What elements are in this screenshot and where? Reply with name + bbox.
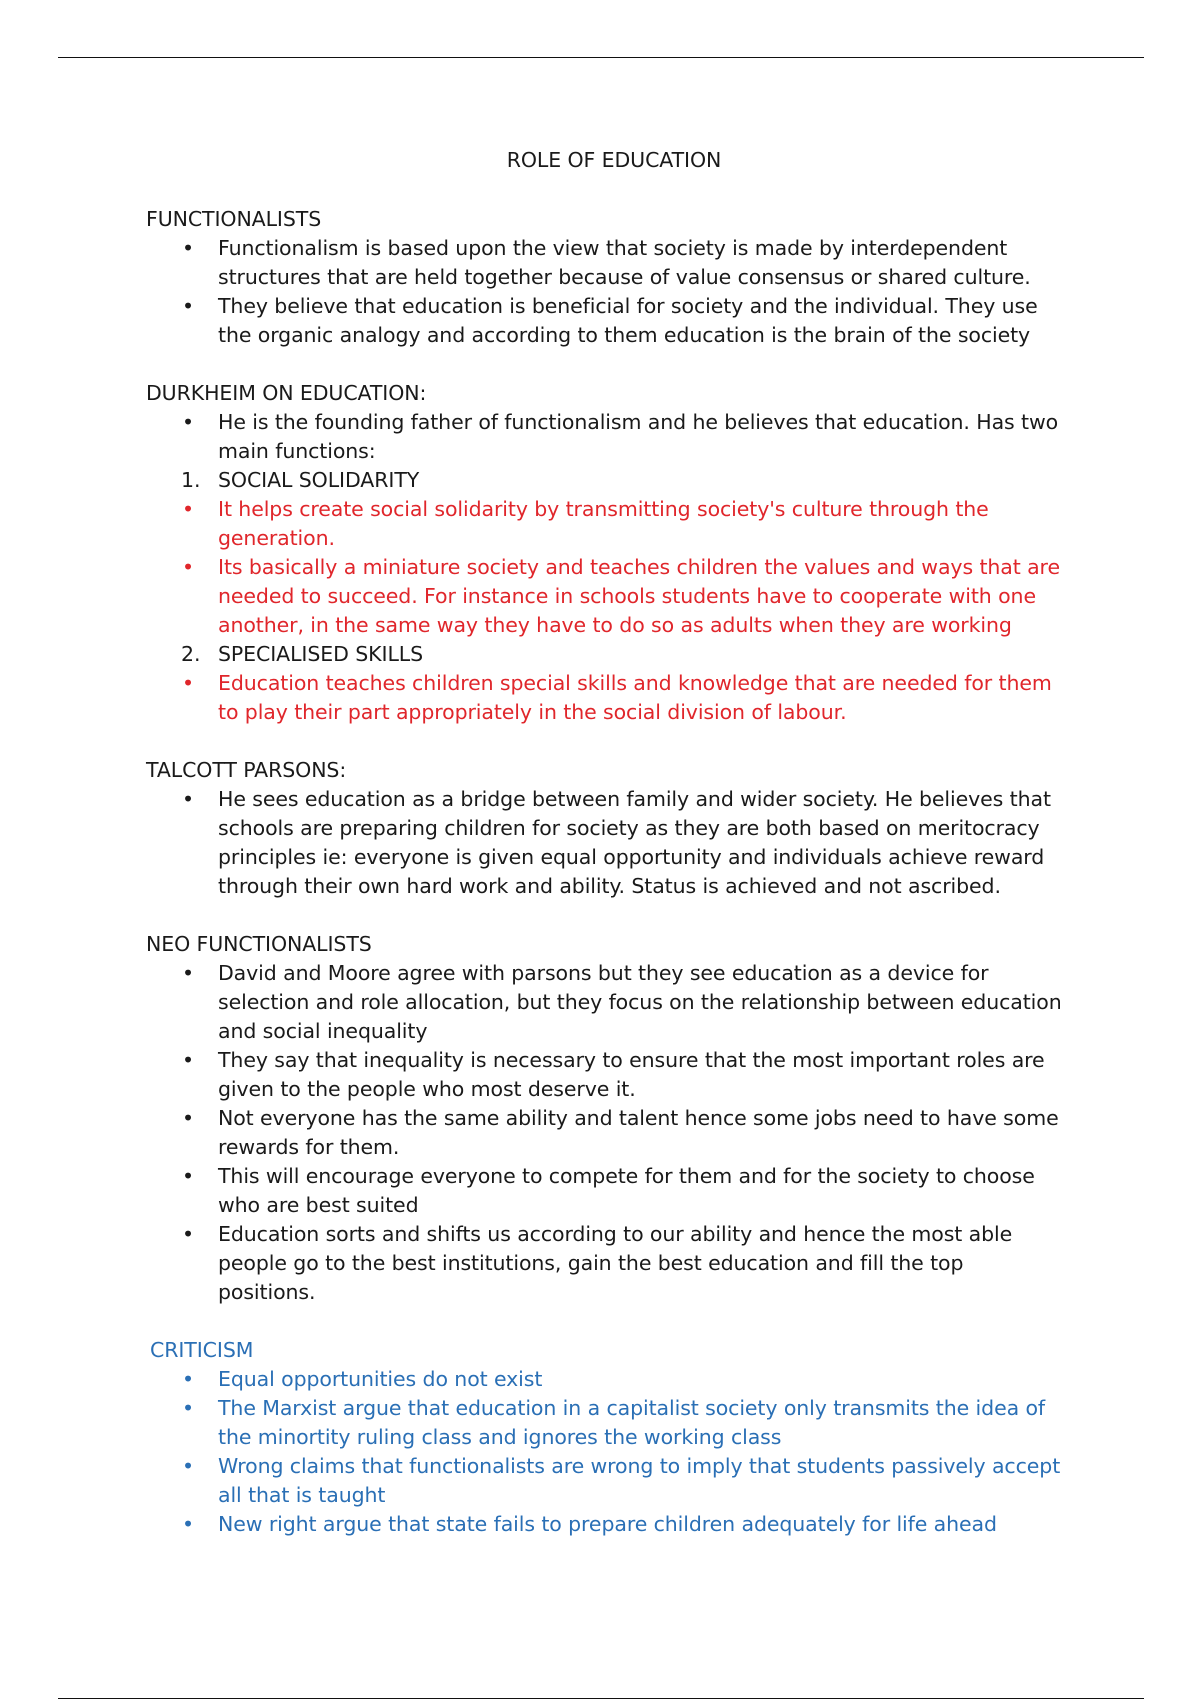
bullet-icon: • xyxy=(182,1367,194,1391)
section-criticism xyxy=(146,1336,1066,1539)
bullet-icon: • xyxy=(182,1222,194,1246)
section-heading: TALCOTT PARSONS: xyxy=(146,758,347,782)
bullet-icon: • xyxy=(182,294,194,318)
bullet-icon: • xyxy=(182,1396,194,1420)
list-item: • This will encourage everyone to compete for them and for the society to choose who are best suited xyxy=(182,1164,1035,1217)
bullet-list xyxy=(146,959,1066,1307)
number-marker: 1. xyxy=(181,468,201,492)
bullet-icon: • xyxy=(182,1106,194,1130)
list-item: • Education sorts and shifts us according to our ability and hence the most able people go to the best institutions, gain the best education and fill the top positions. xyxy=(182,1222,1013,1304)
bullet-icon: • xyxy=(182,1512,194,1536)
section-neo-functionalists xyxy=(146,930,1066,1307)
bullet-icon: • xyxy=(182,1048,194,1072)
bullet-icon: • xyxy=(182,961,194,985)
bullet-icon: • xyxy=(182,671,194,695)
bottom-rule xyxy=(58,1698,1144,1699)
bullet-icon: • xyxy=(182,787,194,811)
bullet-list xyxy=(146,234,1066,350)
list-item: • Its basically a miniature society and teaches children the values and ways that are needed to succeed. For instance in schools students have to cooperate with one another, in the same way they have to do so as adults when they are working xyxy=(182,555,1060,637)
list-item: • Not everyone has the same ability and talent hence some jobs need to have some rewards for them. xyxy=(182,1106,1059,1159)
bullet-icon: • xyxy=(182,410,194,434)
section-heading: NEO FUNCTIONALISTS xyxy=(146,932,372,956)
section-durkheim xyxy=(146,379,1066,727)
number-marker: 2. xyxy=(181,642,201,666)
list-item: • It helps create social solidarity by transmitting society's culture through the generation. xyxy=(182,497,989,550)
list-item: • Functionalism is based upon the view that society is made by interdependent structures that are held together because of value consensus or shared culture. xyxy=(182,236,1031,289)
list-item: • Education teaches children special skills and knowledge that are needed for them to play their part appropriately in the social division of labour. xyxy=(182,671,1052,724)
numbered-item: 2. SPECIALISED SKILLS xyxy=(146,640,1066,669)
list-item: • They believe that education is beneficial for society and the individual. They use the organic analogy and according to them education is the brain of the society xyxy=(182,294,1038,347)
list-item: • They say that inequality is necessary to ensure that the most important roles are given to the people who most deserve it. xyxy=(182,1048,1045,1101)
bullet-list xyxy=(146,408,1066,727)
top-rule xyxy=(58,57,1144,58)
bullet-list xyxy=(146,1365,1066,1539)
bullet-icon: • xyxy=(182,497,194,521)
section-parsons xyxy=(146,756,1066,901)
bullet-icon: • xyxy=(182,1164,194,1188)
list-item: • Wrong claims that functionalists are wrong to imply that students passively accept all that is taught xyxy=(182,1454,1061,1507)
numbered-item: 1. SOCIAL SOLIDARITY xyxy=(146,466,1066,495)
section-functionalists xyxy=(146,205,1066,350)
list-item: • David and Moore agree with parsons but they see education as a device for selection and role allocation, but they focus on the relationship between education and social inequality xyxy=(182,961,1062,1043)
section-heading: DURKHEIM ON EDUCATION: xyxy=(146,381,427,405)
section-heading: CRITICISM xyxy=(150,1338,254,1362)
bullet-icon: • xyxy=(182,555,194,579)
list-item: • Equal opportunities do not exist xyxy=(146,1365,1066,1394)
page-title: ROLE OF EDUCATION xyxy=(506,148,722,172)
list-item: • He sees education as a bridge between family and wider society. He believes that schools are preparing children for society as they are both based on meritocracy principles ie: everyone is given equal opportunity and individuals achieve reward through their own hard work and ability. Status is achieved and not ascribed. xyxy=(182,787,1051,898)
bullet-icon: • xyxy=(182,236,194,260)
list-item: • The Marxist argue that education in a capitalist society only transmits the idea of the minortity ruling class and ignores the working class xyxy=(182,1396,1046,1449)
section-heading: FUNCTIONALISTS xyxy=(146,207,322,231)
bullet-icon: • xyxy=(182,1454,194,1478)
list-item: • He is the founding father of functionalism and he believes that education. Has two main functions: xyxy=(182,410,1059,463)
list-item: • New right argue that state fails to prepare children adequately for life ahead xyxy=(146,1510,1066,1539)
document-page xyxy=(146,146,1066,1568)
bullet-list xyxy=(146,785,1066,901)
